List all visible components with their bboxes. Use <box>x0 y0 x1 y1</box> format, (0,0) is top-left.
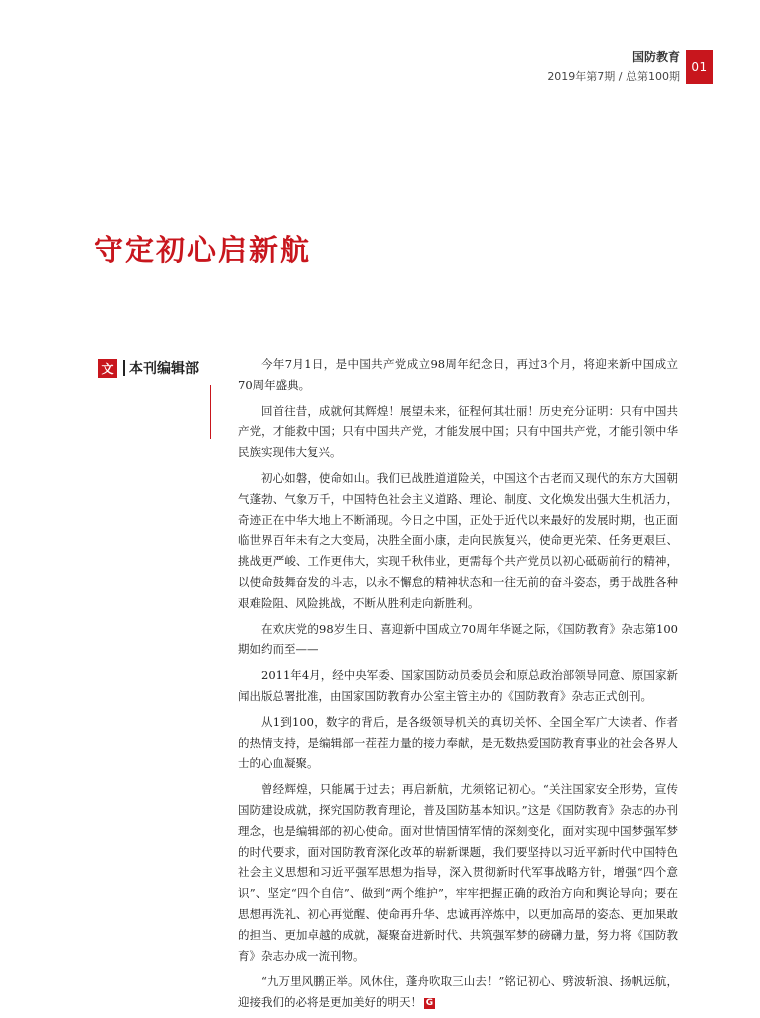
page-number: 01 <box>686 50 713 84</box>
paragraph-8 <box>238 971 678 1013</box>
paragraph-4: 在欢庆党的98岁生日、喜迎新中国成立70周年华诞之际，《国防教育》杂志第100期如约而至—— <box>238 621 678 657</box>
byline-author: 本刊编辑部 <box>129 361 199 377</box>
byline <box>98 358 199 378</box>
accent-rule <box>210 385 211 439</box>
article-body <box>238 354 678 1018</box>
paragraph-2: 回首往昔，成就何其辉煌！展望未来，征程何其壮丽！历史充分证明：只有中国共产党，才能救中国；只有中国共产党，才能发展中国；只有中国共产党，才能引领中华民族实现伟大复兴。 <box>238 403 678 460</box>
page-header <box>547 50 713 84</box>
end-mark-icon: G <box>425 997 434 1008</box>
paragraph-5: 2011年4月，经中央军委、国家国防动员委员会和原总政治部领导同意、原国家新闻出版总署批准，由国家国防教育办公室主管主办的《国防教育》杂志正式创刊。 <box>238 668 678 703</box>
paragraph-1: 今年7月1日，是中国共产党成立98周年纪念日，再过3个月，将迎来新中国成立70周年盛典。 <box>238 357 678 392</box>
paragraph-7: 曾经辉煌，只能属于过去；再启新航，尤须铭记初心。“关注国家安全形势，宣传国防建设成就，探究国防教育理论，普及国防基本知识。”这是《国防教育》杂志的办刊理念，也是编辑部的初心使命。面对世情国情军情的深刻变化，面对实现中国梦强军梦的时代要求，面对国防教育深化改革的崭新课题，我们要坚持以习近平新时代中国特色社会主义思想和习近平强军思想为指导，深入贯彻新时代军事战略方针，增强“四个意识”、坚定“四个自信”、做到“两个维护”，牢牢把握正确的政治方向和舆论导向；要在思想再洗礼、初心再觉醒、使命再升华、忠诚再淬炼中，以更加高昂的姿态、更加果敢的担当、更加卓越的成就，凝聚奋进新时代、共筑强军梦的磅礴力量，努力将《国防教育》杂志办成一流刊物。 <box>238 782 678 963</box>
byline-tag: 文 <box>98 359 117 378</box>
paragraph-3: 初心如磐，使命如山。我们已战胜道道险关，中国这个古老而又现代的东方大国朝气蓬勃、气象万千，中国特色社会主义道路、理论、制度、文化焕发出强大生机活力，奇迹正在中华大地上不断涌现。今日之中国，正处于近代以来最好的发展时期，也正面临世界百年未有之大变局，决胜全面小康，走向民族复兴，使命更光荣、任务更艰巨、挑战更严峻、工作更伟大，实现千秋伟业，更需每个共产党员以初心砥砺前行的精神，以使命鼓舞奋发的斗志，以永不懈怠的精神状态和一往无前的奋斗姿态，勇于战胜各种艰难险阻、风险挑战，不断从胜利走向新胜利。 <box>238 470 678 610</box>
closing-text: “九万里风鹏正举。风休住，蓬舟吹取三山去！”铭记初心、劈波斩浪、扬帆远航，迎接我们的必将是更加美好的明天！ <box>238 974 678 1010</box>
magazine-name: 国防教育 <box>631 50 680 64</box>
paragraph-6: 从1到100，数字的背后，是各级领导机关的真切关怀、全国全军广大读者、作者的热情支持，是编辑部一茬茬力量的接力奉献，是无数热爱国防教育事业的社会各界人士的心血凝聚。 <box>238 714 678 771</box>
header-text-block <box>547 50 680 84</box>
byline-divider <box>123 360 125 376</box>
issue-info: 2019年第7期 / 总第100期 <box>547 70 680 83</box>
article-title: 守定初心启新航 <box>94 233 312 267</box>
